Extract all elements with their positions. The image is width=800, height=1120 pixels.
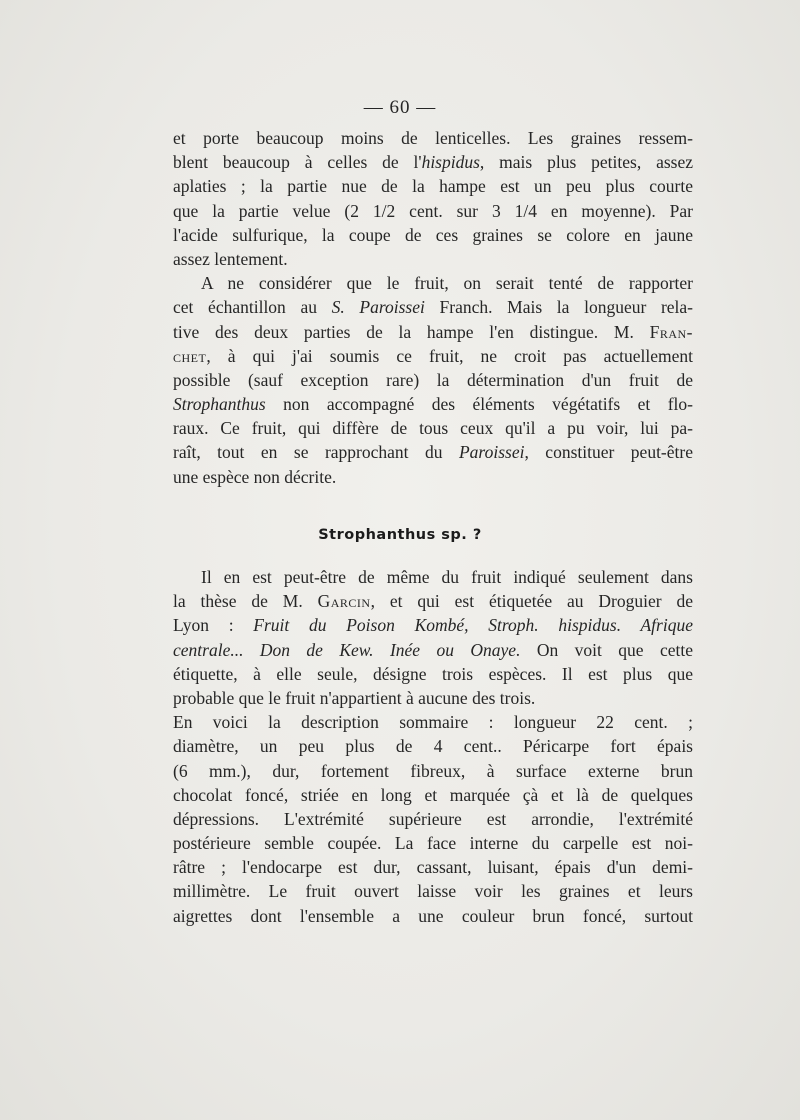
para2-line-7: raux. Ce fruit, qui diffère de tous ceux qu'il a pu voir, lui pa- [173, 418, 693, 439]
para3-line-2 [173, 589, 693, 613]
para1-line-3: aplaties ; la partie nue de la hampe est un peu plus courte [173, 176, 693, 197]
paragraph-1 [173, 126, 693, 271]
para3-line-5: étiquette, à elle seule, désigne trois espèces. Il est plus que [173, 663, 693, 684]
para2-line-6-text: non accompagné des éléments végétatifs et flo- [265, 394, 693, 415]
para1-line-2 [173, 150, 693, 174]
para1-line-4: que la partie velue (2 1/2 cent. sur 3 1/4 en moyenne). Par [173, 200, 693, 221]
para3-line-7: En voici la description sommaire : longueur 22 cent. ; [173, 712, 693, 733]
para2-line-8-tail: , constituer peut-être [524, 442, 693, 463]
author-garcin: Garcin [317, 591, 371, 612]
section-heading-genus: Strophanthus [318, 527, 436, 543]
para2-line-2-tail: Franch. Mais la longueur rela- [424, 297, 693, 318]
para2-line-9: une espèce non décrite. [173, 466, 337, 487]
para1-line-1: et porte beaucoup moins de lenticelles. Les graines ressem- [173, 128, 693, 148]
para1-line-2-text: blent beaucoup à celles de l' [173, 152, 422, 173]
para3-line-15: aigrettes dont l'ensemble a une couleur brun foncé, surtout [173, 905, 693, 926]
paragraph-2 [173, 271, 693, 489]
para3-line-1: Il en est peut-être de même du fruit indiqué seulement dans [201, 567, 693, 587]
para2-line-3 [173, 320, 693, 344]
para3-line-4 [173, 638, 693, 662]
para3-line-8: diamètre, un peu plus de 4 cent.. Péricarpe fort épais [173, 736, 693, 757]
species-paroissei: S. Paroissei [331, 297, 425, 318]
species-paroissei-2: Paroissei [458, 442, 525, 463]
para3-line-11: dépressions. L'extrémité supérieure est arrondie, l'extrémité [173, 808, 693, 829]
para3-line-3-text: Lyon : [173, 615, 254, 636]
para2-line-8-text: raît, tout en se rapprochant du [173, 442, 459, 463]
para3-line-9: (6 mm.), dur, fortement fibreux, à surface externe brun [173, 760, 693, 781]
para2-line-6 [173, 392, 693, 416]
para3-line-6: probable que le fruit n'appartient à aucune des trois. [173, 687, 536, 708]
species-hispidus: hispidus [421, 152, 480, 173]
label-quote-part1: Fruit du Poison Kombé, Stroph. hispidus. Afrique [253, 615, 693, 636]
label-quote-part2: centrale... Don de Kew. Inée ou Onaye. [173, 639, 521, 660]
text-block-bottom [173, 565, 693, 928]
para3-line-13: râtre ; l'endocarpe est dur, cassant, luisant, épais d'un demi- [173, 857, 693, 878]
para2-line-3-text: tive des deux parties de la hampe l'en distingue. M. [173, 321, 650, 342]
para2-line-4-text: , à qui j'ai soumis ce fruit, ne croit pas actuellement [206, 345, 693, 366]
para3-line-3 [173, 613, 693, 637]
para2-line-8 [173, 440, 693, 464]
para2-line-5: possible (sauf exception rare) la détermination d'un fruit de [173, 369, 693, 390]
author-franchet-part2: chet [173, 345, 207, 366]
section-heading-suffix: sp. ? [441, 527, 482, 543]
para3-line-12: postérieure semble coupée. La face interne du carpelle est noi- [173, 833, 693, 854]
para1-line-2-tail: , mais plus petites, assez [479, 152, 693, 173]
para3-line-2-text: la thèse de M. [173, 591, 318, 612]
para2-line-2 [173, 295, 693, 319]
genus-strophanthus: Strophanthus [173, 394, 266, 415]
para2-line-2-text: cet échantillon au [173, 297, 332, 318]
para3-line-4-text: On voit que cette [520, 639, 693, 660]
para1-line-6: assez lentement. [173, 248, 288, 269]
paragraph-3 [173, 565, 693, 928]
para2-line-4 [173, 344, 693, 368]
page-number: — 60 — [363, 97, 437, 118]
section-heading [0, 527, 800, 543]
author-franchet-part1: Fran- [649, 321, 693, 342]
para2-line-1: A ne considérer que le fruit, on serait tenté de rapporter [201, 273, 693, 294]
text-block-top [173, 126, 693, 489]
para3-line-10: chocolat foncé, striée en long et marquée çà et là de quelques [173, 784, 693, 805]
para1-line-5: l'acide sulfurique, la coupe de ces graines se colore en jaune [173, 224, 693, 245]
para3-line-14: millimètre. Le fruit ouvert laisse voir les graines et leurs [173, 881, 693, 902]
para3-line-2-tail: , et qui est étiquetée au Droguier de [370, 591, 693, 612]
